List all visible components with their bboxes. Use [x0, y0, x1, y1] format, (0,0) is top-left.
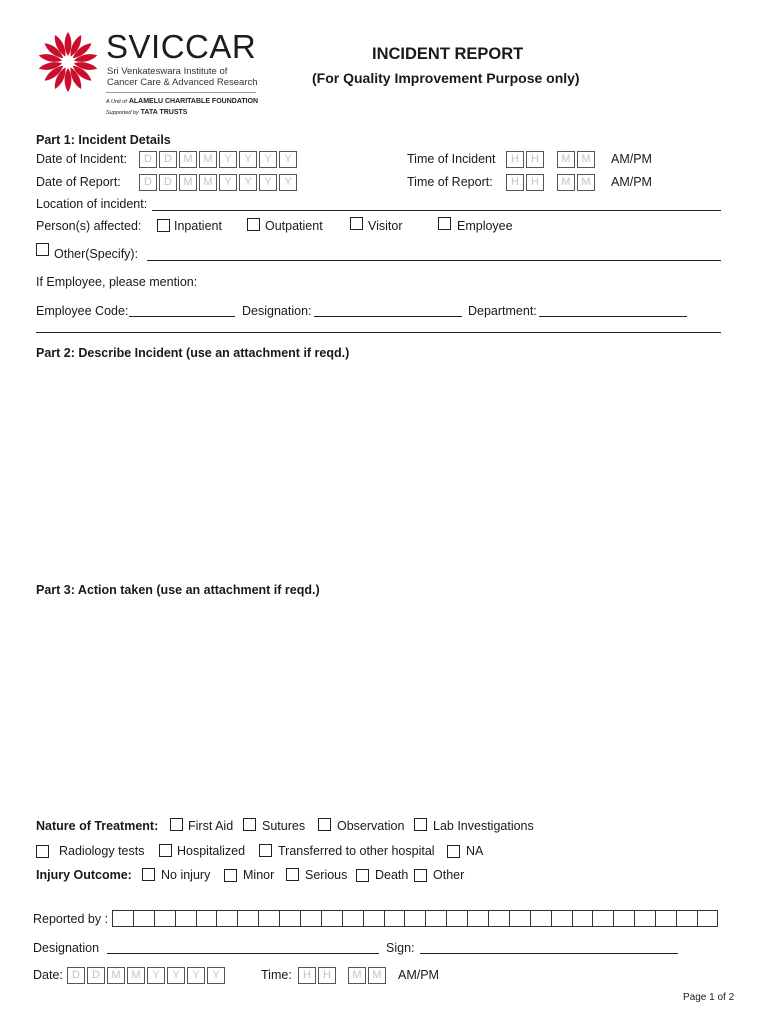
other-outcome-label: Other [433, 868, 465, 882]
footer-ampm: AM/PM [398, 968, 439, 982]
char-box[interactable]: D [139, 151, 157, 168]
outpatient-checkbox[interactable] [247, 218, 260, 231]
transferred-checkbox[interactable] [259, 844, 272, 857]
time-report-label: Time of Report: [407, 175, 493, 189]
observation-checkbox[interactable] [318, 818, 331, 831]
logo-line1: Sri Venkateswara Institute of [107, 66, 228, 77]
footer-date-label: Date: [33, 968, 63, 982]
employee-label: Employee [457, 219, 513, 233]
logo-unit-prefix: A Unit of [106, 99, 127, 105]
reported-by-cell[interactable] [488, 910, 509, 927]
sutures-checkbox[interactable] [243, 818, 256, 831]
other-outcome-checkbox[interactable] [414, 869, 427, 882]
visitor-label: Visitor [368, 219, 403, 233]
page-title: INCIDENT REPORT [372, 45, 524, 63]
radiology-label: Radiology tests [59, 844, 145, 858]
transferred-label: Transferred to other hospital [278, 844, 435, 858]
char-box[interactable]: M [107, 967, 125, 984]
reported-by-cell[interactable] [258, 910, 279, 927]
hospitalized-checkbox[interactable] [159, 844, 172, 857]
char-box[interactable]: Y [259, 174, 277, 191]
death-label: Death [375, 868, 409, 882]
char-box[interactable]: M [557, 174, 575, 191]
lab-investigations-checkbox[interactable] [414, 818, 427, 831]
section-divider [36, 332, 721, 333]
footer-designation-label: Designation [33, 941, 100, 955]
reported-by-cell[interactable] [133, 910, 154, 927]
logo-line2: Cancer Care & Advanced Research [107, 77, 258, 88]
sutures-label: Sutures [262, 819, 306, 833]
outpatient-label: Outpatient [265, 219, 323, 233]
logo-flower-icon [34, 30, 102, 94]
logo-petal [65, 32, 72, 56]
logo-foundation-name: ALAMELU CHARITABLE FOUNDATION [128, 98, 259, 105]
reported-by-cell[interactable] [425, 910, 446, 927]
date-report-boxes[interactable] [139, 174, 299, 191]
reported-by-cell[interactable] [216, 910, 237, 927]
designation-label: Designation: [242, 304, 312, 318]
na-label: NA [466, 844, 484, 858]
char-box[interactable]: M [179, 151, 197, 168]
reported-by-cell[interactable] [697, 910, 718, 927]
reported-by-cell[interactable] [467, 910, 488, 927]
part1-heading: Part 1: Incident Details [36, 133, 171, 147]
reported-by-cell[interactable] [112, 910, 133, 927]
reported-by-cell[interactable] [404, 910, 425, 927]
reported-by-cell[interactable] [592, 910, 613, 927]
char-box[interactable]: M [368, 967, 386, 984]
char-box[interactable]: Y [279, 174, 297, 191]
logo-foundation [106, 97, 258, 107]
inpatient-label: Inpatient [174, 219, 222, 233]
char-box[interactable]: M [577, 174, 595, 191]
char-box[interactable]: M [348, 967, 366, 984]
footer-designation-field[interactable] [107, 953, 379, 954]
logo-petal [65, 68, 72, 92]
employee-code-field[interactable] [129, 316, 235, 317]
logo [34, 28, 264, 120]
location-field[interactable] [152, 210, 721, 211]
logo-supporter [106, 108, 187, 118]
reported-by-cell[interactable] [154, 910, 175, 927]
char-box[interactable]: D [159, 174, 177, 191]
time-incident-minute-boxes[interactable] [557, 151, 597, 168]
reported-by-cell[interactable] [300, 910, 321, 927]
reported-by-cell[interactable] [321, 910, 342, 927]
death-checkbox[interactable] [356, 869, 369, 882]
reported-by-cell[interactable] [384, 910, 405, 927]
reported-by-cell[interactable] [196, 910, 217, 927]
treatment-label: Nature of Treatment: [36, 819, 159, 833]
char-box[interactable]: M [127, 967, 145, 984]
first-aid-checkbox[interactable] [170, 818, 183, 831]
visitor-checkbox[interactable] [350, 217, 363, 230]
reported-by-cell[interactable] [530, 910, 551, 927]
reported-by-cell[interactable] [279, 910, 300, 927]
other-specify-field[interactable] [147, 260, 721, 261]
part3-heading: Part 3: Action taken (use an attachment if reqd.) [36, 583, 320, 597]
reported-by-cell[interactable] [509, 910, 530, 927]
char-box[interactable]: Y [219, 151, 237, 168]
char-box[interactable]: Y [219, 174, 237, 191]
char-box[interactable]: M [199, 174, 217, 191]
reported-by-cell[interactable] [634, 910, 655, 927]
department-field[interactable] [539, 316, 687, 317]
other-label: Other(Specify): [54, 247, 139, 261]
footer-date-boxes[interactable] [67, 967, 227, 984]
char-box[interactable]: M [179, 174, 197, 191]
logo-divider [106, 92, 256, 93]
page-subtitle: (For Quality Improvement Purpose only) [312, 70, 580, 86]
sign-field[interactable] [420, 953, 678, 954]
reported-by-cell[interactable] [676, 910, 697, 927]
char-box[interactable]: M [577, 151, 595, 168]
char-box[interactable]: Y [147, 967, 165, 984]
employee-code-label: Employee Code: [36, 304, 129, 318]
footer-time-label: Time: [261, 968, 292, 982]
employee-note: If Employee, please mention: [36, 275, 198, 289]
reported-by-cell[interactable] [572, 910, 593, 927]
first-aid-label: First Aid [188, 819, 234, 833]
char-box[interactable]: Y [167, 967, 185, 984]
describe-incident-area[interactable] [36, 366, 721, 571]
char-box[interactable]: H [506, 151, 524, 168]
date-report-label: Date of Report: [36, 175, 121, 189]
reported-by-cell[interactable] [551, 910, 572, 927]
department-label: Department: [468, 304, 537, 318]
persons-affected-label: Person(s) affected: [36, 219, 142, 233]
reported-by-boxes[interactable] [112, 910, 718, 927]
time-incident-ampm: AM/PM [611, 152, 652, 166]
observation-label: Observation [337, 819, 405, 833]
other-checkbox[interactable] [36, 243, 49, 256]
logo-brand: SVICCAR [106, 28, 257, 65]
lab-investigations-label: Lab Investigations [433, 819, 534, 833]
footer-time-hour-boxes[interactable] [298, 967, 338, 984]
char-box[interactable]: D [139, 174, 157, 191]
date-incident-label: Date of Incident: [36, 152, 128, 166]
char-box[interactable]: Y [207, 967, 225, 984]
char-box[interactable]: M [557, 151, 575, 168]
char-box[interactable]: D [87, 967, 105, 984]
reported-by-cell[interactable] [175, 910, 196, 927]
char-box[interactable]: Y [239, 174, 257, 191]
char-box[interactable]: H [298, 967, 316, 984]
reported-by-cell[interactable] [342, 910, 363, 927]
serious-label: Serious [305, 868, 348, 882]
reported-by-cell[interactable] [446, 910, 467, 927]
char-box[interactable]: Y [239, 151, 257, 168]
char-box[interactable]: Y [187, 967, 205, 984]
logo-supported-prefix: Supported by [106, 110, 139, 116]
char-box[interactable]: M [199, 151, 217, 168]
reported-by-cell[interactable] [237, 910, 258, 927]
inpatient-checkbox[interactable] [157, 219, 170, 232]
time-report-ampm: AM/PM [611, 175, 652, 189]
reported-by-cell[interactable] [655, 910, 676, 927]
logo-supporter-name: TATA TRUSTS [140, 109, 188, 116]
char-box[interactable]: H [318, 967, 336, 984]
part2-heading: Part 2: Describe Incident (use an attachment if reqd.) [36, 346, 350, 360]
time-incident-hour-boxes[interactable] [506, 151, 546, 168]
designation-field[interactable] [314, 316, 462, 317]
no-injury-label: No injury [161, 868, 211, 882]
hospitalized-label: Hospitalized [177, 844, 246, 858]
minor-label: Minor [243, 868, 275, 882]
char-box[interactable]: H [526, 151, 544, 168]
reported-by-cell[interactable] [613, 910, 634, 927]
page-number: Page 1 of 2 [683, 992, 735, 1003]
minor-checkbox[interactable] [224, 869, 237, 882]
char-box[interactable]: D [67, 967, 85, 984]
char-box[interactable]: D [159, 151, 177, 168]
footer-time-minute-boxes[interactable] [348, 967, 388, 984]
char-box[interactable]: Y [259, 151, 277, 168]
char-box[interactable]: Y [279, 151, 297, 168]
action-taken-area[interactable] [36, 603, 721, 803]
reported-by-cell[interactable] [363, 910, 384, 927]
radiology-checkbox[interactable] [36, 845, 49, 858]
reported-by-label: Reported by : [33, 912, 109, 926]
no-injury-checkbox[interactable] [142, 868, 155, 881]
time-report-hour-boxes[interactable] [506, 174, 546, 191]
injury-label: Injury Outcome: [36, 868, 132, 882]
time-report-minute-boxes[interactable] [557, 174, 597, 191]
char-box[interactable]: H [506, 174, 524, 191]
employee-checkbox[interactable] [438, 217, 451, 230]
sign-label: Sign: [386, 941, 415, 955]
time-incident-label: Time of Incident [407, 152, 496, 166]
location-label: Location of incident: [36, 197, 148, 211]
na-checkbox[interactable] [447, 845, 460, 858]
char-box[interactable]: H [526, 174, 544, 191]
serious-checkbox[interactable] [286, 868, 299, 881]
date-incident-boxes[interactable] [139, 151, 299, 168]
